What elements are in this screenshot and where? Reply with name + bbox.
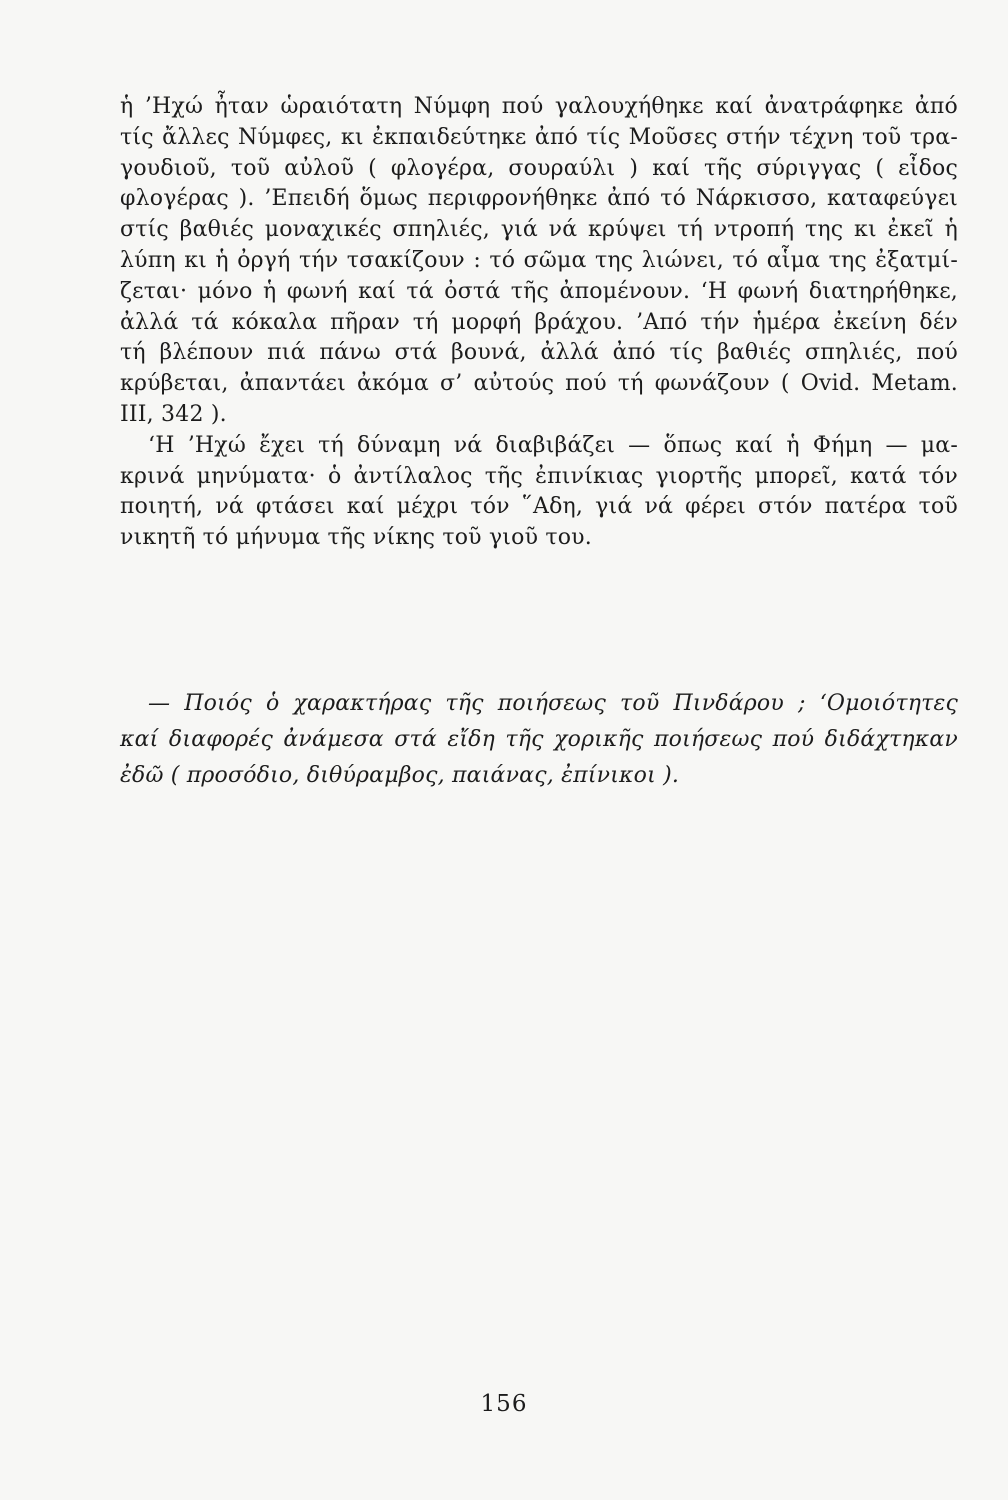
question-line: ἐδῶ ( προσόδιο, διθύραμβος, παιάνας, ἐπίνικοι ). bbox=[120, 763, 680, 788]
text-line: ‘Η ’Ηχώ ἔχει τή δύναμη νά διαβιβάζει — ὅπως καί ἡ Φήμη — μα- bbox=[148, 432, 958, 458]
text-line: ἡ ’Ηχώ ἦταν ὡραιότατη Νύμφη πού γαλουχήθηκε καί ἀνατράφηκε ἀπό bbox=[120, 94, 958, 119]
main-text bbox=[120, 92, 958, 554]
text-line: τίς ἄλλες Νύμφες, κι ἐκπαιδεύτηκε ἀπό τίς Μοῦσες στήν τέχνη τοῦ τρα- bbox=[120, 124, 958, 150]
text-line: ποιητή, νά φτάσει καί μέχρι τόν ῞Αδη, γιά νά φέρει στόν πατέρα τοῦ bbox=[120, 494, 958, 520]
text-line: στίς βαθιές μοναχικές σπηλιές, γιά νά κρύψει τή ντροπή της κι ἐκεῖ ἡ bbox=[120, 217, 958, 243]
text-line: κρινά μηνύματα· ὁ ἀντίλαλος τῆς ἐπινίκιας γιορτῆς μπορεῖ, κατά τόν bbox=[120, 463, 958, 489]
question-line: καί διαφορές ἀνάμεσα στά εἴδη τῆς χορικῆς ποιήσεως πού διδάχτηκαν bbox=[120, 727, 958, 752]
text-line: νικητῆ τό μήνυμα τῆς νίκης τοῦ γιοῦ του. bbox=[120, 525, 592, 551]
text-line: τή βλέπουν πιά πάνω στά βουνά, ἀλλά ἀπό τίς βαθιές σπηλιές, πού bbox=[120, 340, 958, 366]
study-question bbox=[120, 686, 958, 794]
text-line: γουδιοῦ, τοῦ αὐλοῦ ( φλογέρα, σουραύλι ) καί τῆς σύριγγας ( εἶδος bbox=[120, 155, 958, 181]
text-line: λύπη κι ἡ ὀργή τήν τσακίζουν : τό σῶμα της λιώνει, τό αἷμα της ἐξατμί- bbox=[120, 247, 958, 273]
text-line: III, 342 ). bbox=[120, 401, 227, 427]
page-number: 156 bbox=[480, 1391, 528, 1417]
question-line: — Ποιός ὁ χαρακτήρας τῆς ποιήσεως τοῦ Πινδάρου ; ‘Ομοιότητες bbox=[148, 691, 958, 716]
text-line: ἀλλά τά κόκαλα πῆραν τή μορφή βράχου. ’Από τήν ἡμέρα ἐκείνη δέν bbox=[120, 309, 958, 335]
text-line: φλογέρας ). ’Επειδή ὅμως περιφρονήθηκε ἀπό τό Νάρκισσο, καταφεύγει bbox=[120, 186, 958, 212]
text-line: κρύβεται, ἀπαντάει ἀκόμα σ’ αὐτούς πού τή φωνάζουν ( Ovid. Metam. bbox=[120, 371, 958, 397]
text-line: ζεται· μόνο ἡ φωνή καί τά ὀστά τῆς ἀπομένουν. ‘Η φωνή διατηρήθηκε, bbox=[120, 278, 958, 304]
